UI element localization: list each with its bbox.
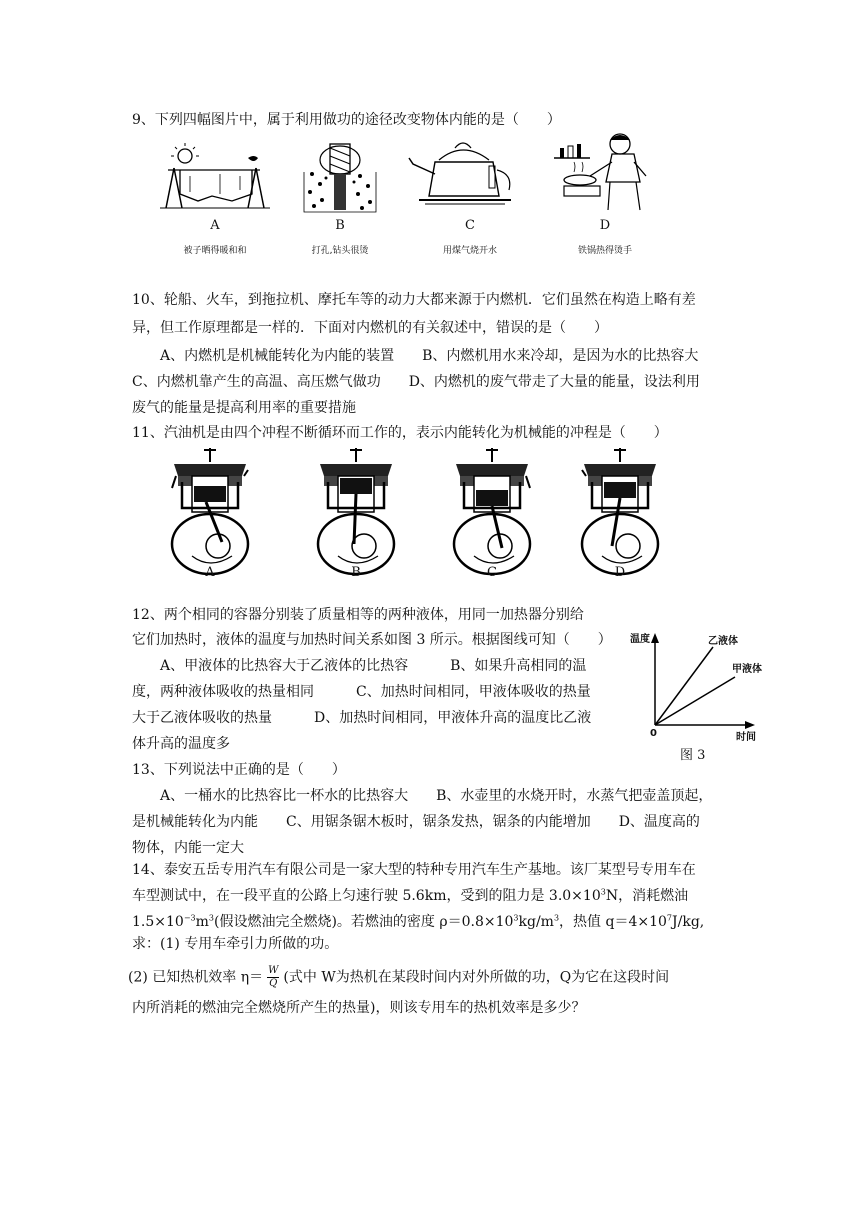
q12-graph-ylabel: 温度 — [630, 634, 650, 645]
q12-figure-caption: 图 3 — [680, 748, 706, 763]
q14-line-5: (2) 已知热机效率 η＝ $\frac{W}{Q}$ (式中 W为热机在某段时间内对外所做的功，Q为它在这段时间 — [128, 965, 670, 989]
q12-graph-label-jia: 甲液体 — [732, 664, 762, 675]
q11-engine-b — [316, 448, 396, 578]
q9-picture-a-quilt-in-sun — [160, 146, 270, 212]
q9-option-b-caption: 打孔,钻头很烫 — [311, 246, 369, 256]
q14-line-4: 求：(1) 专用车牵引力所做的功。 — [132, 936, 339, 952]
q13-stem: 13、下列说法中正确的是（ ） — [132, 762, 346, 778]
q9-stem: 9、下列四幅图片中，属于利用做功的途径改变物体内能的是（ ） — [132, 112, 561, 128]
q11-engine-d — [580, 448, 660, 578]
q9-picture-d-cooking — [550, 132, 660, 212]
q11-engine-a — [170, 448, 250, 578]
q12-graph-xlabel: 时间 — [736, 732, 756, 743]
q13-line-1: A、一桶水的比热容比一杯水的比热容大 B、水壶里的水烧开时，水蒸气把壶盖顶起， — [160, 788, 713, 804]
q11-label-c: C — [487, 565, 497, 580]
q11-label-a: A — [205, 565, 215, 580]
q9-option-d-letter: D — [599, 218, 611, 233]
q13-line-3: 物体，内能一定大 — [132, 840, 244, 856]
q9-option-a-caption: 被子晒得暖和和 — [183, 246, 247, 256]
q12-line-3: A、甲液体的比热容大于乙液体的比热容 B、如果升高相同的温 — [160, 658, 587, 674]
q10-line-2: 异，但工作原理都是一样的．下面对内燃机的有关叙述中，错误的是（ ） — [132, 320, 608, 336]
q9-option-c-caption: 用煤气烧开水 — [442, 246, 497, 256]
q14-efficiency-fraction: $\frac{W}{Q}$ — [268, 965, 279, 989]
q9-option-d-caption: 铁锅热得烫手 — [577, 246, 632, 256]
q10-line-1: 10、轮船、火车，到拖拉机、摩托车等的动力大都来源于内燃机．它们虽然在构造上略有差 — [132, 292, 696, 308]
q12-line-jia — [655, 677, 735, 725]
q9-option-b-letter: B — [335, 218, 345, 233]
q12-graph-origin: 0 — [650, 728, 657, 739]
q12-line-4: 度，两种液体吸收的热量相同 C、加热时间相同，甲液体吸收的热量 — [132, 684, 591, 700]
q11-stem: 11、汽油机是由四个冲程不断循环而工作的，表示内能转化为机械能的冲程是（ ） — [132, 425, 668, 441]
q10-line-5: 废气的能量是提高利用率的重要措施 — [132, 400, 356, 416]
q9-option-c-letter: C — [465, 218, 475, 233]
q12-line-6: 体升高的温度多 — [132, 736, 230, 752]
q9-picture-c-kettle — [405, 140, 525, 212]
q14-line-2: 车型测试中，在一段平直的公路上匀速行驶 5.6km，受到的阻力是 $3.0\times 10^3N$，消耗燃油 — [132, 887, 689, 904]
q12-line-yi — [655, 647, 713, 725]
q11-label-d: D — [614, 565, 626, 580]
q10-line-4: C、内燃机靠产生的高温、高压燃气做功 D、内燃机的废气带走了大量的能量，设法利用 — [132, 374, 700, 390]
q10-line-3: A、内燃机是机械能转化为内能的装置 B、内燃机用水来冷却，是因为水的比热容大 — [160, 348, 699, 364]
q11-engine-c — [452, 448, 532, 578]
q12-graph-label-yi: 乙液体 — [708, 636, 738, 647]
q9-option-a-letter: A — [210, 218, 220, 233]
q12-line-2: 它们加热时，液体的温度与加热时间关系如图 3 所示。根据图线可知（ ） — [132, 632, 612, 648]
q9-picture-b-drill — [300, 138, 380, 214]
q12-line-5: 大于乙液体吸收的热量 D、加热时间相同，甲液体升高的温度比乙液 — [132, 710, 592, 726]
q14-line-3: $1.5\times 10^{-3}m^3$(假设燃油完全燃烧)。若燃油的密度 $\rho=0.8\times 10^3kg/m^3$，热值 $q=4\times 10^7J/kg$, — [132, 913, 705, 930]
q12-line-1: 12、两个相同的容器分别装了质量相等的两种液体，用同一加热器分别给 — [132, 607, 584, 623]
q11-label-b: B — [351, 565, 361, 580]
q13-line-2: 是机械能转化为内能 C、用锯条锯木板时，锯条发热，锯条的内能增加 D、温度高的 — [132, 814, 700, 830]
q14-line-6: 内所消耗的燃油完全燃烧所产生的热量)，则该专用车的热机效率是多少？ — [132, 1000, 586, 1016]
q14-line-1: 14、泰安五岳专用汽车有限公司是一家大型的特种专用汽车生产基地。该厂某型号专用车在 — [132, 862, 696, 878]
